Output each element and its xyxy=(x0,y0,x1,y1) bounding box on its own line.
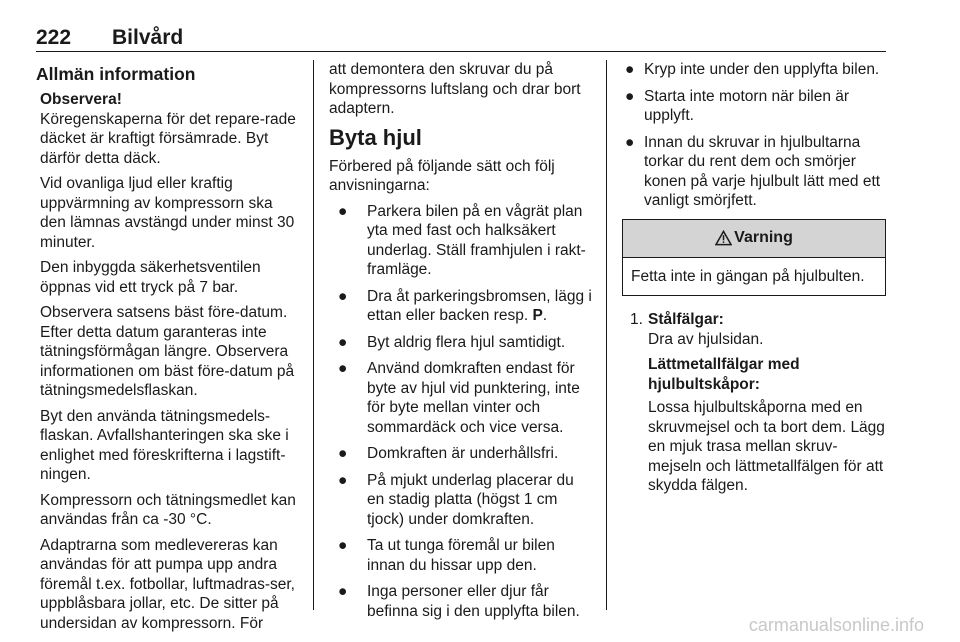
list-item: ● Dra åt parkeringsbromsen, lägg i ettan eller backen resp. P. xyxy=(338,287,592,324)
step-label: Stålfälgar: xyxy=(648,311,724,328)
step-item xyxy=(630,310,886,496)
watermark: carmanualsonline.info xyxy=(748,615,924,635)
column-1 xyxy=(40,90,302,639)
list-item: ● På mjukt underlag placerar du en stadig platta (högst 1 cm tjock) under domkraften. xyxy=(338,471,574,528)
list-item: ● Domkraften är underhållsfri. xyxy=(338,445,559,462)
bullet-icon: ● xyxy=(338,360,348,377)
list-item: ● Använd domkraften endast för byte av hjul vid punktering, inte för byte mellan vinter och sommardäck och vice versa. xyxy=(338,360,580,436)
gear-p: P xyxy=(532,307,543,324)
warning-box xyxy=(622,219,886,297)
paragraph: Byt den använda tätningsmedels-flaskan. Avfallshanteringen ska ske i enlighet med föreskrifterna i lagstift-ningen. xyxy=(40,407,289,483)
bullet-icon: ● xyxy=(338,445,348,462)
page-number: 222 xyxy=(36,26,72,49)
paragraph: Köregenskaperna för det repare-rade däcket är kraftigt försämrade. Byt därför detta däck. xyxy=(40,110,296,167)
bullet-icon: ● xyxy=(338,202,348,220)
step-text: Dra av hjulsidan. xyxy=(648,330,764,348)
safety-list xyxy=(622,60,886,211)
paragraph: Adaptrarna som medlevereras kan användas för att pumpa upp andra föremål t.ex. fotbollar, luftmadras-ser, uppblåsbara jollar, etc. De sitter på undersidan av kompressorn. För xyxy=(40,536,295,632)
bullet-icon: ● xyxy=(338,471,348,489)
list-item: ● Ta ut tunga föremål ur bilen innan du hissar upp den. xyxy=(338,537,555,574)
page-header xyxy=(36,26,886,52)
intro-text: Förbered på följande sätt och följ anvisningarna: xyxy=(329,157,555,194)
list-item: ● Innan du skruvar in hjulbultarna torkar du rent dem och smörjer konen på varje hjulbult lätt med ett vanligt smörjfett. xyxy=(625,133,881,209)
bullet-icon: ● xyxy=(625,61,635,78)
list-item: ● Parkera bilen på en vågrät plan yta med fast och halksäkert underlag. Ställ framhjulen i rakt-framläge. xyxy=(338,202,586,278)
bullet-icon: ● xyxy=(338,287,348,305)
step-label: Lättmetallfälgar med hjulbultskåpor: xyxy=(648,356,800,393)
paragraph: Vid ovanliga ljud eller kraftig uppvärmning av kompressorn ska den lämnas avstängd under minst 30 minuter. xyxy=(40,175,295,251)
column-divider-1 xyxy=(313,60,314,610)
step-number: 1. xyxy=(630,311,643,328)
bullet-icon: ● xyxy=(338,537,348,554)
bullet-icon: ● xyxy=(625,87,635,105)
bullet-icon: ● xyxy=(625,133,635,151)
list-item: ● Inga personer eller djur får befinna sig i den upplyfta bilen. xyxy=(338,583,580,620)
note-label: Observera! xyxy=(40,91,122,108)
paragraph: Observera satsens bäst före-datum. Efter detta datum garanteras inte tätningsförmågan längre. Observera informationen om bäst före-datum på tätningsmedelsflaskan. xyxy=(40,304,295,399)
warning-text: Fetta inte in gängan på hjulbulten. xyxy=(631,267,865,285)
step-list xyxy=(630,310,886,496)
preparation-list xyxy=(329,202,593,622)
bullet-icon: ● xyxy=(338,333,348,351)
section-title: Allmän information xyxy=(36,64,196,84)
section-heading: Byta hjul xyxy=(329,124,422,150)
column-divider-2 xyxy=(606,60,607,610)
column-2 xyxy=(329,60,593,628)
list-item: ● Starta inte motorn när bilen är upplyft. xyxy=(625,87,850,124)
warning-triangle-icon xyxy=(715,230,732,246)
column-3 xyxy=(622,60,886,502)
paragraph: Den inbyggda säkerhetsventilen öppnas vid ett tryck på 7 bar. xyxy=(40,259,261,296)
warning-title: Varning xyxy=(734,229,793,247)
list-item: ● Kryp inte under den upplyfta bilen. xyxy=(625,61,880,78)
bullet-icon: ● xyxy=(338,583,348,600)
list-item: ● Byt aldrig flera hjul samtidigt. xyxy=(338,333,566,351)
paragraph-continuation: att demontera den skruvar du på kompressorns luftslang och drar bort adaptern. xyxy=(329,61,581,117)
paragraph: Kompressorn och tätningsmedlet kan användas från ca -30 °C. xyxy=(40,491,296,528)
page-title: Bilvård xyxy=(112,26,184,49)
step-text: Lossa hjulbultskåporna med en skruvmejsel och ta bort dem. Lägg en mjuk trasa mellan skruv-mejseln och lättmetallfälgen för att skydda fälgen. xyxy=(648,399,885,494)
header-divider xyxy=(36,51,886,52)
warning-header xyxy=(623,220,885,258)
